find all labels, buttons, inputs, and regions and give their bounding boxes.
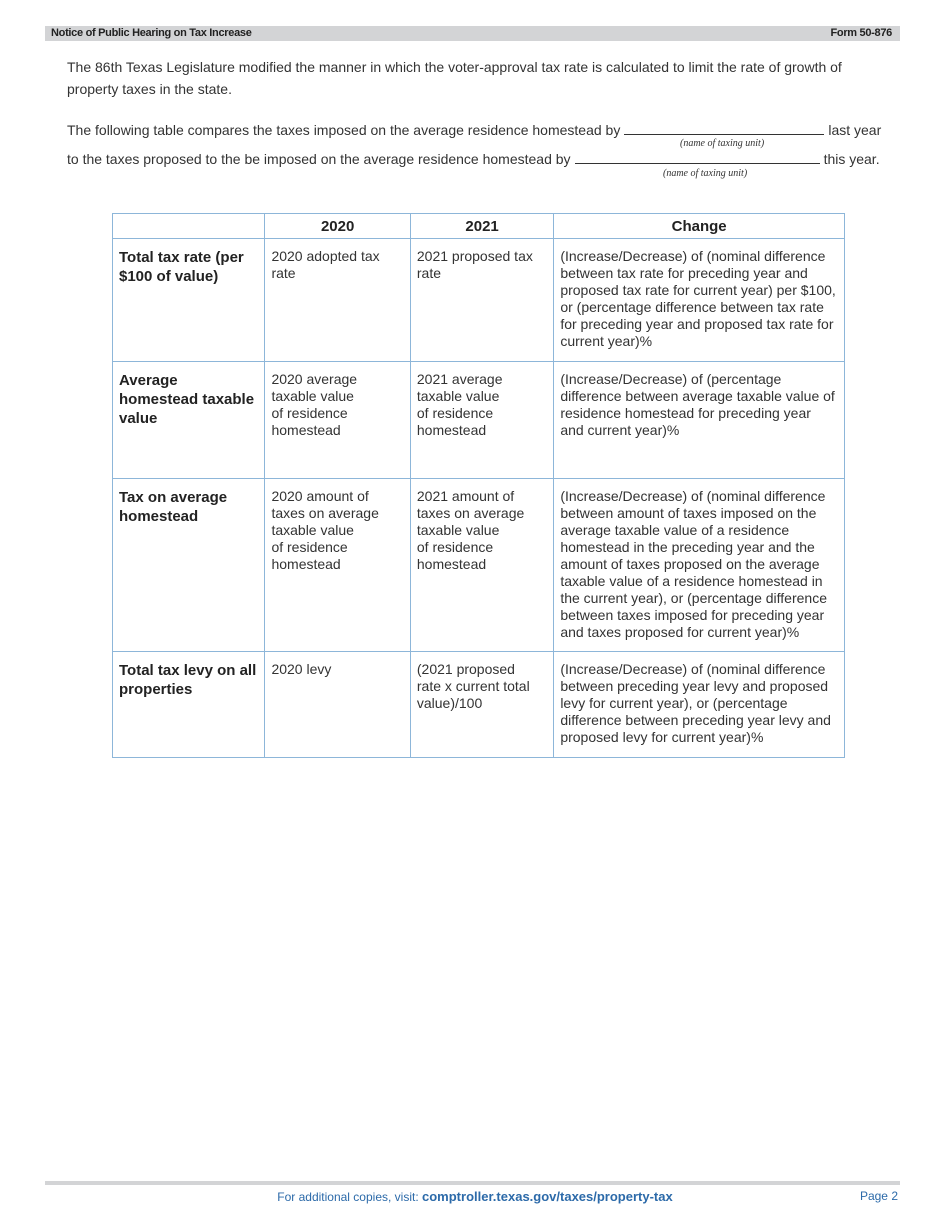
row-label: Average homestead taxable value [113, 362, 265, 479]
prev-year-cell: 2020 adopted tax rate [265, 239, 410, 362]
form-title: Notice of Public Hearing on Tax Increase [51, 27, 252, 39]
comptroller-link[interactable]: comptroller.texas.gov/taxes/property-tax [422, 1189, 673, 1204]
intro-paragraph: The 86th Texas Legislature modified the manner in which the voter-approval tax rate is calculated to limit the rate of growth of property taxes in the state. [67, 59, 842, 97]
header-2020: 2020 [265, 214, 410, 239]
change-cell: (Increase/Decrease) of (percentage difference between average taxable value of residence homestead for preceding year and current year)% [554, 362, 845, 479]
curr-year-cell: (2021 proposed rate x current total value)/100 [410, 652, 553, 758]
comparison-line-2 [67, 149, 889, 167]
table-row [113, 479, 845, 652]
comparison-line-1 [67, 120, 889, 138]
header-change: Change [554, 214, 845, 239]
prev-year-cell: 2020 levy [265, 652, 410, 758]
taxing-unit-blank-1[interactable] [624, 120, 824, 135]
comparison-line-2-text: to the taxes proposed to the be imposed on the average residence homestead by [67, 151, 571, 167]
taxing-unit-caption-1: (name of taxing unit) [680, 138, 765, 149]
row-label: Total tax levy on all properties [113, 652, 265, 758]
comparison-line-1-text: The following table compares the taxes imposed on the average residence homestead by [67, 122, 621, 138]
header-2021: 2021 [410, 214, 553, 239]
curr-year-cell: 2021 amount of taxes on average taxable value of residence homestead [410, 479, 553, 652]
taxing-unit-blank-2[interactable] [575, 149, 820, 164]
tax-comparison-table [112, 213, 845, 758]
comparison-line-2-end: this year. [823, 151, 880, 167]
footer-prefix: For additional copies, visit: [277, 1190, 419, 1204]
footer-divider [45, 1181, 900, 1185]
table-row [113, 652, 845, 758]
table-row [113, 239, 845, 362]
page-number: Page 2 [859, 1189, 898, 1203]
change-cell: (Increase/Decrease) of (nominal difference between tax rate for preceding year and proposed tax rate for current year) per $100, or (percentage difference between tax rate for preceding year and proposed tax rate for current year)% [554, 239, 845, 362]
comparison-line-1-end: last year [828, 122, 882, 138]
change-cell: (Increase/Decrease) of (nominal difference between amount of taxes imposed on the average taxable value of a residence homestead in the preceding year and the amount of taxes proposed on the average taxable value of a residence homestead in the current year), or (percentage difference between taxes imposed for preceding year and taxes proposed for current year)% [554, 479, 845, 652]
header-blank [113, 214, 265, 239]
row-label: Tax on average homestead [113, 479, 265, 652]
prev-year-cell: 2020 amount of taxes on average taxable value of residence homestead [265, 479, 410, 652]
change-cell: (Increase/Decrease) of (nominal difference between preceding year levy and proposed levy for current year), or (percentage difference between preceding year levy and proposed levy for current year)% [554, 652, 845, 758]
header-bar [45, 26, 900, 41]
curr-year-cell: 2021 average taxable value of residence homestead [410, 362, 553, 479]
form-number: Form 50-876 [830, 27, 892, 39]
curr-year-cell: 2021 proposed tax rate [410, 239, 553, 362]
table-row [113, 362, 845, 479]
footer-note [0, 1189, 950, 1204]
row-label: Total tax rate (per $100 of value) [113, 239, 265, 362]
taxing-unit-caption-2: (name of taxing unit) [663, 168, 748, 179]
prev-year-cell: 2020 average taxable value of residence homestead [265, 362, 410, 479]
table-header-row [113, 214, 845, 239]
